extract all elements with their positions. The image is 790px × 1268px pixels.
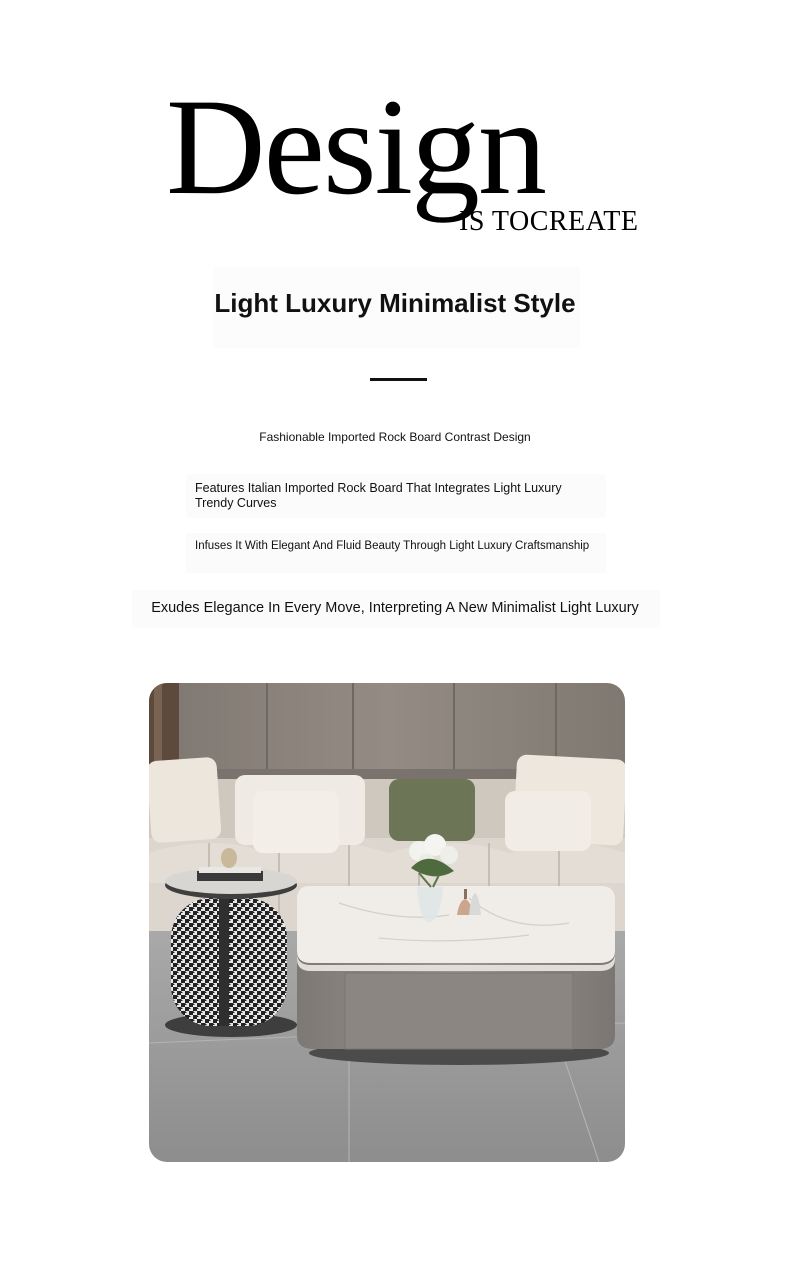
style-subtitle: Light Luxury Minimalist Style [214,288,576,318]
feature-box-3 [186,533,606,573]
living-room-illustration [149,683,625,1162]
design-headline: Design [166,70,545,223]
feature-line-3: Infuses It With Elegant And Fluid Beauty Through Light Luxury Craftsmanship [195,540,590,552]
feature-line-1: Fashionable Imported Rock Board Contrast Design [259,430,531,444]
divider-line [370,378,427,381]
product-photo [149,683,625,1162]
feature-line-2: Features Italian Imported Rock Board That Integrates Light Luxury Trendy Curves [195,481,562,510]
design-subheadline: IS TOCREATE [459,206,639,237]
feature-line-4: Exudes Elegance In Every Move, Interpreting A New Minimalist Light Luxury [151,600,639,616]
